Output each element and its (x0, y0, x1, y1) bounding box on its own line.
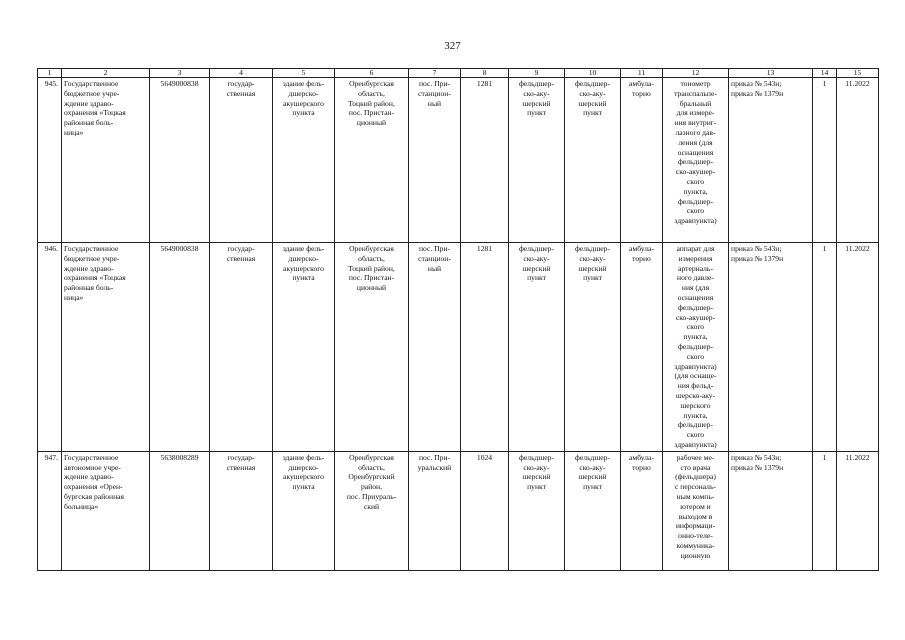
care-condition: амбула- торно (621, 451, 663, 570)
building-type: здание фель- дшерско- акушерского пункта (273, 243, 335, 452)
order-reference: приказ № 543н; приказ № 1379н (729, 78, 813, 243)
equipment-name: рабочее ме- сто врача (фельдшера) с персональ- ным компь- ютером и выходом в информаци- онно-теле- коммуника- ционную (663, 451, 729, 570)
unit-type: фельдшер- ско-аку- шерский пункт (509, 451, 565, 570)
department-type: фельдшер- ско-аку- шерский пункт (565, 78, 621, 243)
inn-value: 5638008289 (150, 451, 210, 570)
organization-name: Государственное автономное учре- ждение здраво- охранения «Орен- бургская районная больница» (62, 451, 150, 570)
delivery-date: 11.2022 (837, 243, 879, 452)
equipment-name: аппарат для измерения артериаль- ного давле- ния (для оснащения фельдшер- ско-акушер- ского пункта, фельдшер- ского здравпункта) (для оснаще- ния фельд- шерско-аку- шерского пункта, фельдшер- ского здравпункта) (663, 243, 729, 452)
column-header: 9 (509, 69, 565, 78)
settlement: пос. При- станцион- ный (409, 243, 461, 452)
building-type: здание фель- дшерско- акушерского пункта (273, 451, 335, 570)
table-row (38, 78, 879, 243)
address: Оренбургская область, Тоцкий район, пос. Пристан- ционный (335, 243, 409, 452)
column-header: 13 (729, 69, 813, 78)
table-row (38, 243, 879, 452)
department-type: фельдшер- ско-аку- шерский пункт (565, 451, 621, 570)
column-header: 14 (813, 69, 837, 78)
organization-name: Государственное бюджетное учре- ждение здраво- охранения «Тоцкая районная боль- ница» (62, 243, 150, 452)
column-header: 7 (409, 69, 461, 78)
column-header-row (38, 69, 879, 78)
ownership-form: государ- ственная (210, 78, 273, 243)
inn-value: 5649000838 (150, 243, 210, 452)
column-header: 4 (210, 69, 273, 78)
unit-type: фельдшер- ско-аку- шерский пункт (509, 243, 565, 452)
settlement: пос. При- станцион- ный (409, 78, 461, 243)
quantity: 1 (813, 451, 837, 570)
population-code: 1024 (461, 451, 509, 570)
address: Оренбургская область, Оренбургский район, пос. Приураль- ский (335, 451, 409, 570)
row-number: 947. (38, 451, 62, 570)
population-code: 1281 (461, 243, 509, 452)
ownership-form: государ- ственная (210, 243, 273, 452)
registry-table (37, 68, 879, 571)
population-code: 1281 (461, 78, 509, 243)
building-type: здание фель- дшерско- акушерского пункта (273, 78, 335, 243)
inn-value: 5649000838 (150, 78, 210, 243)
column-header: 6 (335, 69, 409, 78)
column-header: 10 (565, 69, 621, 78)
organization-name: Государственное бюджетное учре- ждение здраво- охранения «Тоцкая районная боль- ница» (62, 78, 150, 243)
column-header: 15 (837, 69, 879, 78)
settlement: пос. При- уральский (409, 451, 461, 570)
row-number: 946. (38, 243, 62, 452)
column-header: 1 (38, 69, 62, 78)
column-header: 3 (150, 69, 210, 78)
unit-type: фельдшер- ско-аку- шерский пункт (509, 78, 565, 243)
column-header: 2 (62, 69, 150, 78)
care-condition: амбула- торно (621, 78, 663, 243)
order-reference: приказ № 543н; приказ № 1379н (729, 243, 813, 452)
column-header: 11 (621, 69, 663, 78)
equipment-name: тонометр транспальпе- бральный для измере- ния внутриг- лазного дав- ления (для оснащения фельдшер- ско-акушер- ского пункта, фельдшер- ского здравпункта) (663, 78, 729, 243)
quantity: 1 (813, 78, 837, 243)
delivery-date: 11.2022 (837, 78, 879, 243)
ownership-form: государ- ственная (210, 451, 273, 570)
department-type: фельдшер- ско-аку- шерский пункт (565, 243, 621, 452)
care-condition: амбула- торно (621, 243, 663, 452)
table-row (38, 451, 879, 570)
row-number: 945. (38, 78, 62, 243)
address: Оренбургская область, Тоцкий район, пос. Пристан- ционный (335, 78, 409, 243)
column-header: 5 (273, 69, 335, 78)
page-number: 327 (444, 40, 461, 52)
delivery-date: 11.2022 (837, 451, 879, 570)
quantity: 1 (813, 243, 837, 452)
column-header: 8 (461, 69, 509, 78)
column-header: 12 (663, 69, 729, 78)
order-reference: приказ № 543н; приказ № 1379н (729, 451, 813, 570)
